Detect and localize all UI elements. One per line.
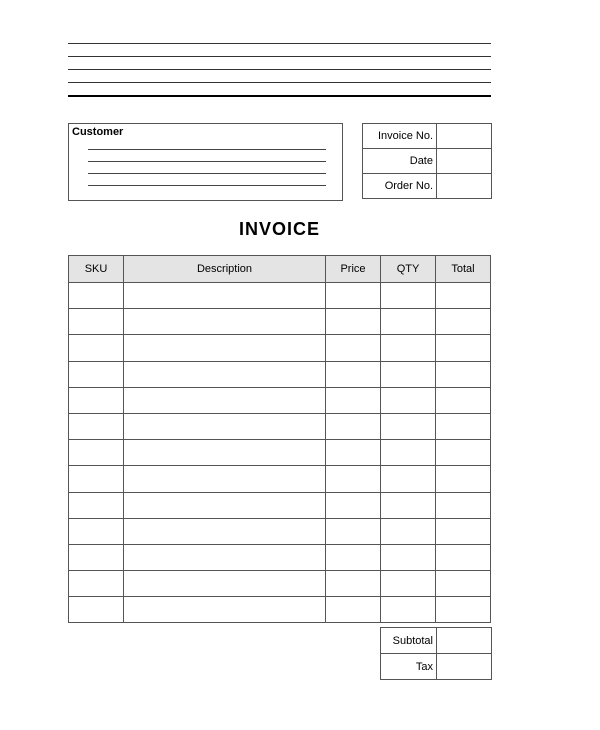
header-line-1 xyxy=(68,43,491,44)
sku-cell[interactable] xyxy=(69,597,124,623)
total-cell[interactable] xyxy=(436,544,491,570)
qty-cell[interactable] xyxy=(381,361,436,387)
customer-line-1 xyxy=(88,149,326,150)
total-cell[interactable] xyxy=(436,440,491,466)
table-row xyxy=(69,361,491,387)
order-no-field[interactable] xyxy=(437,174,492,199)
customer-label: Customer xyxy=(72,126,124,138)
qty-cell[interactable] xyxy=(381,413,436,439)
date-label: Date xyxy=(363,149,437,174)
order-no-label: Order No. xyxy=(363,174,437,199)
header-line-3 xyxy=(68,69,491,70)
table-row xyxy=(69,283,491,309)
qty-cell[interactable] xyxy=(381,466,436,492)
total-cell[interactable] xyxy=(436,413,491,439)
total-cell[interactable] xyxy=(436,387,491,413)
sku-cell[interactable] xyxy=(69,413,124,439)
qty-cell[interactable] xyxy=(381,283,436,309)
items-body xyxy=(69,283,491,623)
qty-cell[interactable] xyxy=(381,597,436,623)
price-cell[interactable] xyxy=(326,335,381,361)
price-cell[interactable] xyxy=(326,440,381,466)
table-row xyxy=(69,466,491,492)
price-header: Price xyxy=(326,256,381,283)
sku-cell[interactable] xyxy=(69,492,124,518)
table-row xyxy=(69,492,491,518)
sku-cell[interactable] xyxy=(69,440,124,466)
total-cell[interactable] xyxy=(436,597,491,623)
qty-cell[interactable] xyxy=(381,440,436,466)
qty-cell[interactable] xyxy=(381,492,436,518)
invoice-no-label: Invoice No. xyxy=(363,124,437,149)
price-cell[interactable] xyxy=(326,544,381,570)
header-line-4 xyxy=(68,82,491,83)
sku-cell[interactable] xyxy=(69,387,124,413)
tax-row xyxy=(381,654,492,680)
price-cell[interactable] xyxy=(326,571,381,597)
qty-header: QTY xyxy=(381,256,436,283)
sku-cell[interactable] xyxy=(69,544,124,570)
sku-cell[interactable] xyxy=(69,571,124,597)
subtotal-label: Subtotal xyxy=(381,628,437,654)
table-row xyxy=(69,518,491,544)
invoice-no-row xyxy=(363,124,492,149)
description-cell[interactable] xyxy=(124,361,326,387)
description-cell[interactable] xyxy=(124,440,326,466)
total-cell[interactable] xyxy=(436,309,491,335)
total-cell[interactable] xyxy=(436,571,491,597)
customer-line-2 xyxy=(88,161,326,162)
subtotal-row xyxy=(381,628,492,654)
qty-cell[interactable] xyxy=(381,518,436,544)
order-no-row xyxy=(363,174,492,199)
date-field[interactable] xyxy=(437,149,492,174)
price-cell[interactable] xyxy=(326,361,381,387)
table-row xyxy=(69,571,491,597)
sku-header: SKU xyxy=(69,256,124,283)
table-row xyxy=(69,440,491,466)
description-cell[interactable] xyxy=(124,571,326,597)
total-cell[interactable] xyxy=(436,518,491,544)
total-cell[interactable] xyxy=(436,492,491,518)
description-cell[interactable] xyxy=(124,283,326,309)
customer-line-3 xyxy=(88,173,326,174)
sku-cell[interactable] xyxy=(69,283,124,309)
total-header: Total xyxy=(436,256,491,283)
description-cell[interactable] xyxy=(124,544,326,570)
price-cell[interactable] xyxy=(326,309,381,335)
price-cell[interactable] xyxy=(326,492,381,518)
table-row xyxy=(69,413,491,439)
tax-label: Tax xyxy=(381,654,437,680)
totals-table xyxy=(380,627,492,680)
header-divider xyxy=(68,95,491,97)
price-cell[interactable] xyxy=(326,518,381,544)
price-cell[interactable] xyxy=(326,413,381,439)
table-row xyxy=(69,335,491,361)
qty-cell[interactable] xyxy=(381,387,436,413)
qty-cell[interactable] xyxy=(381,544,436,570)
qty-cell[interactable] xyxy=(381,571,436,597)
description-cell[interactable] xyxy=(124,466,326,492)
sku-cell[interactable] xyxy=(69,335,124,361)
price-cell[interactable] xyxy=(326,387,381,413)
subtotal-field[interactable] xyxy=(437,628,492,654)
items-header-row xyxy=(69,256,491,283)
price-cell[interactable] xyxy=(326,283,381,309)
sku-cell[interactable] xyxy=(69,309,124,335)
total-cell[interactable] xyxy=(436,283,491,309)
price-cell[interactable] xyxy=(326,597,381,623)
tax-field[interactable] xyxy=(437,654,492,680)
description-cell[interactable] xyxy=(124,413,326,439)
table-row xyxy=(69,597,491,623)
invoice-no-field[interactable] xyxy=(437,124,492,149)
sku-cell[interactable] xyxy=(69,466,124,492)
description-cell[interactable] xyxy=(124,387,326,413)
total-cell[interactable] xyxy=(436,361,491,387)
table-row xyxy=(69,309,491,335)
items-table xyxy=(68,255,491,623)
qty-cell[interactable] xyxy=(381,335,436,361)
price-cell[interactable] xyxy=(326,466,381,492)
invoice-title: INVOICE xyxy=(238,219,320,239)
customer-box xyxy=(68,123,343,201)
header-line-2 xyxy=(68,56,491,57)
sku-cell[interactable] xyxy=(69,361,124,387)
table-row xyxy=(69,544,491,570)
description-cell[interactable] xyxy=(124,335,326,361)
description-cell[interactable] xyxy=(124,518,326,544)
description-header: Description xyxy=(124,256,326,283)
date-row xyxy=(363,149,492,174)
description-cell[interactable] xyxy=(124,309,326,335)
invoice-info-table xyxy=(362,123,492,199)
total-cell[interactable] xyxy=(436,335,491,361)
customer-line-4 xyxy=(88,185,326,186)
table-row xyxy=(69,387,491,413)
description-cell[interactable] xyxy=(124,597,326,623)
description-cell[interactable] xyxy=(124,492,326,518)
sku-cell[interactable] xyxy=(69,518,124,544)
total-cell[interactable] xyxy=(436,466,491,492)
qty-cell[interactable] xyxy=(381,309,436,335)
